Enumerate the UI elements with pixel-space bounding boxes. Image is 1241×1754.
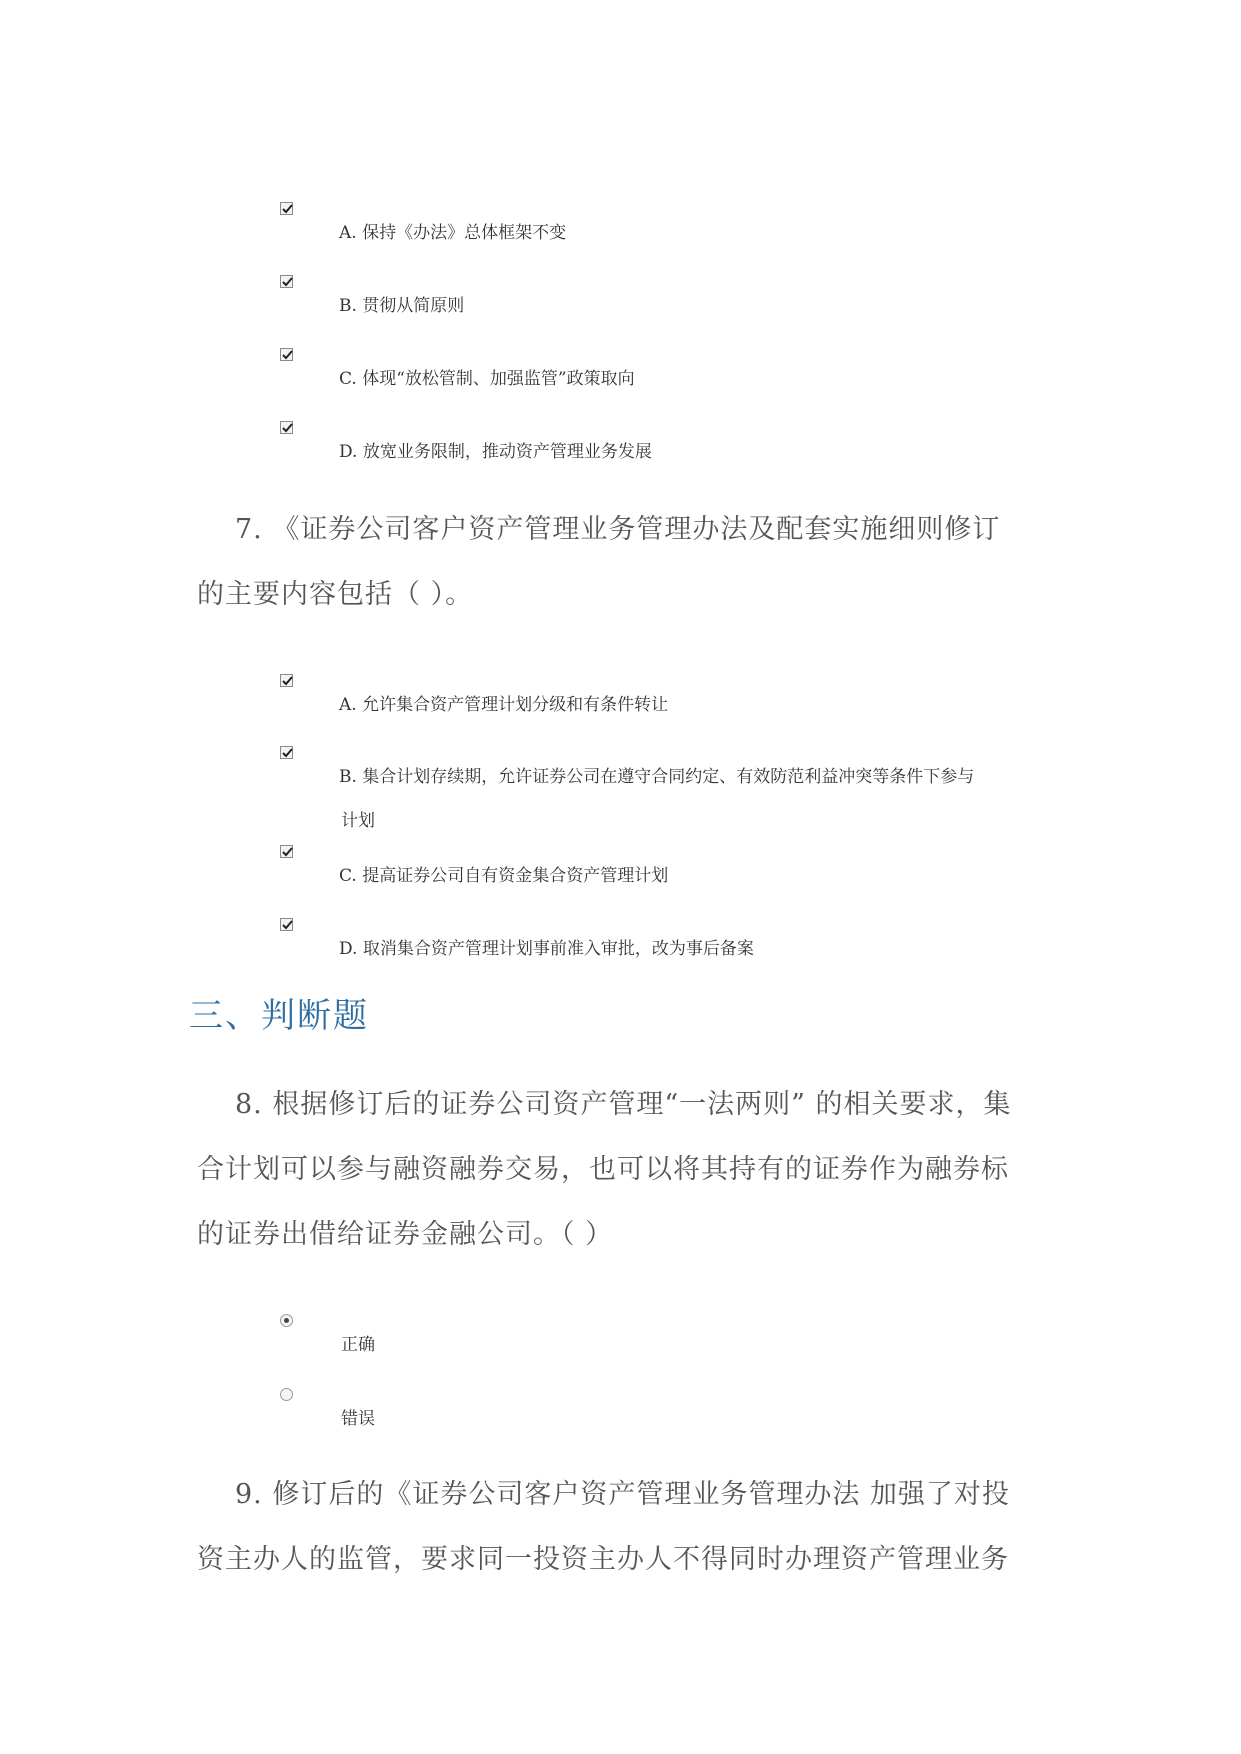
question-7 (197, 497, 1047, 627)
option-label: A. 允许集合资产管理计划分级和有条件转让 (339, 695, 669, 715)
checkbox-checked-icon[interactable] (280, 746, 293, 759)
checkbox-checked-icon[interactable] (280, 348, 293, 361)
question-9-line2: 资主办人的监管，要求同一投资主办人不得同时办理资产管理业务 (197, 1544, 1009, 1575)
question-8-line3: 的证券出借给证券金融公司。（ ） (197, 1219, 614, 1250)
question-7-line2: 的主要内容包括（ ）。 (197, 579, 474, 610)
option-label: 正确 (341, 1335, 375, 1355)
checkbox-checked-icon[interactable] (280, 845, 293, 858)
option-label: A. 保持《办法》总体框架不变 (339, 223, 567, 243)
checkbox-checked-icon[interactable] (280, 674, 293, 687)
option-label: D. 放宽业务限制，推动资产管理业务发展 (339, 442, 652, 462)
question-8 (197, 1072, 1047, 1267)
checkbox-checked-icon[interactable] (280, 918, 293, 931)
option-label-line1: B. 集合计划存续期，允许证券公司在遵守合同约定、有效防范利益冲突等条件下参与 (339, 767, 975, 787)
option-label: D. 取消集合资产管理计划事前准入审批，改为事后备案 (339, 939, 754, 959)
section-heading: 三、判断题 (189, 996, 369, 1036)
option-label-line2: 计划 (341, 811, 375, 831)
checkbox-checked-icon[interactable] (280, 421, 293, 434)
radio-selected-icon[interactable] (280, 1314, 293, 1327)
question-7-line1: 7. 《证券公司客户资产管理业务管理办法及配套实施细则修订 (235, 514, 1001, 545)
question-8-line2: 合计划可以参与融资融券交易，也可以将其持有的证券作为融券标 (197, 1154, 1009, 1185)
option-label: 错误 (341, 1409, 375, 1429)
option-label: C. 提高证券公司自有资金集合资产管理计划 (339, 866, 669, 886)
question-8-line1: 8. 根据修订后的证券公司资产管理“一法两则” 的相关要求，集 (235, 1089, 1012, 1120)
option-label (339, 755, 1039, 843)
radio-unselected-icon[interactable] (280, 1388, 293, 1401)
q7-option-b[interactable] (280, 746, 1040, 846)
option-label: B. 贯彻从简原则 (339, 296, 465, 316)
checkbox-checked-icon[interactable] (280, 275, 293, 288)
option-label: C. 体现“放松管制、加强监管”政策取向 (339, 369, 635, 389)
question-9 (197, 1462, 1047, 1592)
question-9-line1: 9. 修订后的《证券公司客户资产管理业务管理办法 加强了对投 (235, 1479, 1010, 1510)
checkbox-checked-icon[interactable] (280, 202, 293, 215)
